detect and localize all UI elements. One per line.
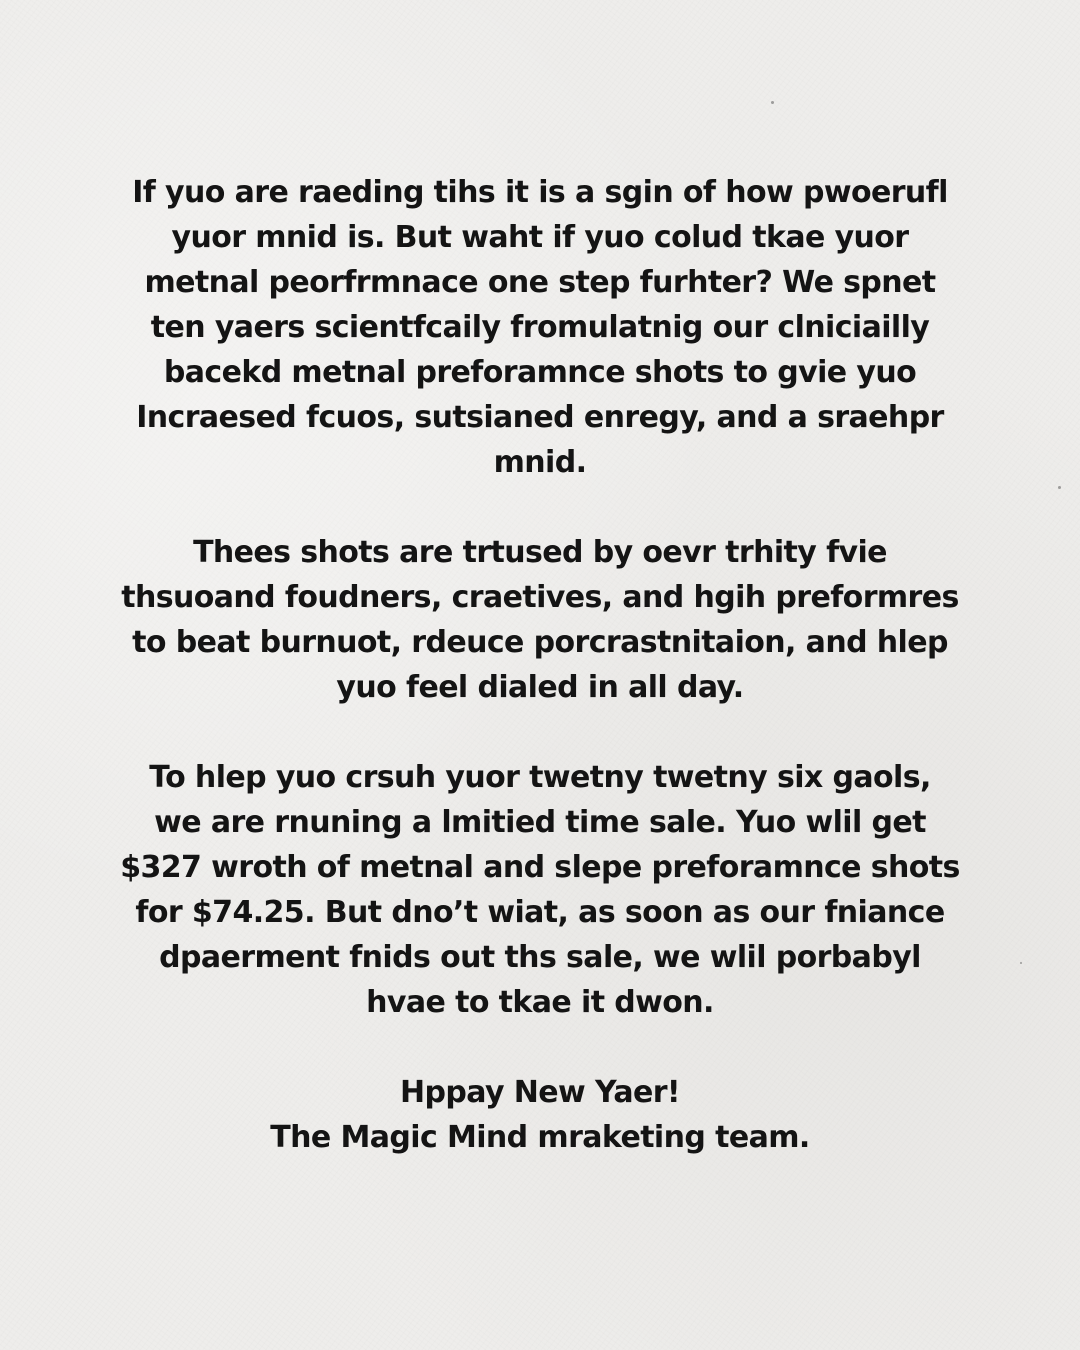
paper-speck <box>1058 486 1061 489</box>
letter-paragraph-trust: Thees shots are trtused by oevr trhity fvie thsuoand foudners, craetives, and hgih preformres to beat burnuot, rdeuce porcrastnitaion, and hlep yuo feel dialed in all day. <box>121 535 959 705</box>
paper-speck <box>1020 962 1022 964</box>
letter-paragraph-sale: To hlep yuo crsuh yuor twetny twetny six gaols, we are rnuning a lmitied time sale. Yuo wlil get $327 wroth of metnal and slepe preforamnce shots for $74.25. But dno’t wiat, as soon as our fniance dpaerment fnids out ths sale, we wlil porbabyl hvae to tkae it dwon. <box>120 760 960 1020</box>
letter-signoff <box>90 1070 990 1160</box>
letter-paragraph-intro: If yuo are raeding tihs it is a sgin of how pwoerufl yuor mnid is. But waht if yuo colud tkae yuor metnal peorfrmnace one step furhter? We spnet ten yaers scientfcaily fromulatnig our clniciailly bacekd metnal preforamnce shots to gvie yuo Incraesed fcuos, sutsianed enregy, and a sraehpr mnid. <box>132 175 948 480</box>
letter-body <box>90 170 990 1160</box>
letter-greeting: Hppay New Yaer! <box>399 1075 681 1110</box>
letter-signature: The Magic Mind mraketing team. <box>270 1120 810 1155</box>
paper-speck <box>771 101 774 104</box>
